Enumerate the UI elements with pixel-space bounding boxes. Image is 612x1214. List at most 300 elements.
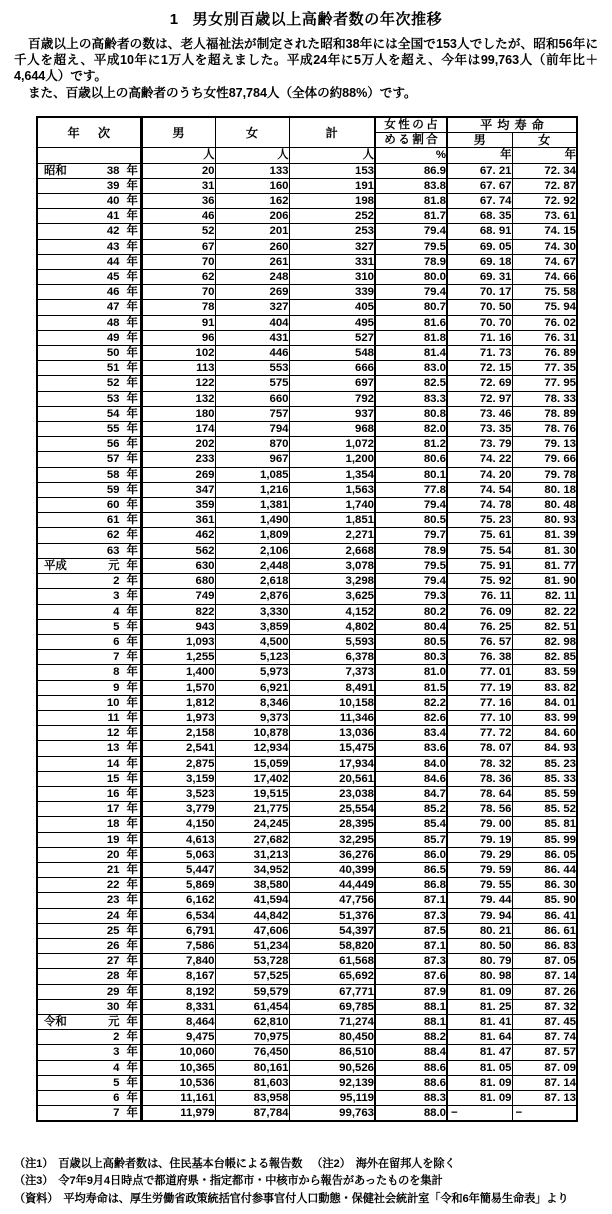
cell-male: 562 xyxy=(141,543,215,558)
table-row xyxy=(37,194,577,209)
cell-life-female: 75. 94 xyxy=(512,300,577,315)
cell-male: 2,541 xyxy=(141,741,215,756)
cell-life-female: 79. 78 xyxy=(512,467,577,482)
cell-life-female: 82. 22 xyxy=(512,604,577,619)
cell-life-female: 84. 60 xyxy=(512,726,577,741)
cell-female: 5,973 xyxy=(215,665,289,680)
year-number: 28 xyxy=(106,970,120,983)
cell-female-ratio: 80.4 xyxy=(375,619,447,634)
cell-female: 81,603 xyxy=(215,1075,289,1090)
year-cell xyxy=(37,741,141,756)
cell-total: 13,036 xyxy=(289,726,375,741)
cell-life-female: 79. 13 xyxy=(512,437,577,452)
cell-life-female: 77. 35 xyxy=(512,361,577,376)
cell-life-female: 72. 92 xyxy=(512,194,577,209)
year-number: 21 xyxy=(106,863,120,876)
cell-life-female: 86. 61 xyxy=(512,923,577,938)
year-number: 2 xyxy=(113,1031,120,1044)
year-number: 38 xyxy=(106,164,120,177)
cell-female-ratio: 85.4 xyxy=(375,817,447,832)
year-number: 14 xyxy=(106,757,120,770)
cell-male: 113 xyxy=(141,361,215,376)
cell-total: 90,526 xyxy=(289,1060,375,1075)
cell-female: 31,213 xyxy=(215,847,289,862)
year-number: 46 xyxy=(106,286,120,299)
cell-female-ratio: 81.6 xyxy=(375,315,447,330)
table-row xyxy=(37,771,577,786)
cell-male: 174 xyxy=(141,422,215,437)
year-number: 30 xyxy=(106,1000,120,1013)
cell-life-female: 83. 82 xyxy=(512,680,577,695)
cell-female: 206 xyxy=(215,209,289,224)
cell-female-ratio: 79.5 xyxy=(375,239,447,254)
cell-female: 327 xyxy=(215,300,289,315)
year-number: 25 xyxy=(106,924,120,937)
year-suffix: 年 xyxy=(126,499,138,512)
year-cell xyxy=(37,832,141,847)
cell-total: 2,271 xyxy=(289,528,375,543)
table-row xyxy=(37,665,577,680)
cell-life-female: 84. 93 xyxy=(512,741,577,756)
table-row xyxy=(37,422,577,437)
cell-female-ratio: 79.4 xyxy=(375,498,447,513)
year-suffix: 年 xyxy=(126,529,138,542)
year-number: 40 xyxy=(106,195,120,208)
cell-life-female: 73. 61 xyxy=(512,209,577,224)
cell-female: 83,958 xyxy=(215,1091,289,1106)
cell-total: 4,802 xyxy=(289,619,375,634)
unit-total: 人 xyxy=(289,148,375,163)
cell-male: 4,150 xyxy=(141,817,215,832)
cell-female: 1,381 xyxy=(215,498,289,513)
cell-male: 62 xyxy=(141,270,215,285)
year-number: 57 xyxy=(106,453,120,466)
cell-male: 359 xyxy=(141,498,215,513)
cell-life-female: 80. 93 xyxy=(512,513,577,528)
cell-life-male: 81. 05 xyxy=(447,1060,512,1075)
cell-male: 3,159 xyxy=(141,771,215,786)
cell-female-ratio: 81.8 xyxy=(375,330,447,345)
year-cell xyxy=(37,1045,141,1060)
cell-life-male: 71. 73 xyxy=(447,346,512,361)
year-suffix: 年 xyxy=(126,316,138,329)
cell-male: 46 xyxy=(141,209,215,224)
cell-female: 53,728 xyxy=(215,954,289,969)
year-suffix: 年 xyxy=(126,559,138,572)
cell-total: 11,346 xyxy=(289,710,375,725)
cell-male: 6,791 xyxy=(141,923,215,938)
cell-life-male: 74. 54 xyxy=(447,482,512,497)
table-row xyxy=(37,513,577,528)
year-suffix: 年 xyxy=(126,1107,138,1120)
cell-female-ratio: 82.5 xyxy=(375,376,447,391)
table-row xyxy=(37,437,577,452)
cell-total: 1,354 xyxy=(289,467,375,482)
cell-life-male: 81. 09 xyxy=(447,984,512,999)
cell-life-female: 86. 83 xyxy=(512,938,577,953)
cell-life-male: 79. 59 xyxy=(447,862,512,877)
year-cell xyxy=(37,634,141,649)
table-row xyxy=(37,802,577,817)
cell-female: 967 xyxy=(215,452,289,467)
cell-life-male: 78. 56 xyxy=(447,802,512,817)
cell-male: 78 xyxy=(141,300,215,315)
year-suffix: 年 xyxy=(126,757,138,770)
table-row xyxy=(37,467,577,482)
footnote-2-label: （注2） xyxy=(311,1158,351,1170)
table-row xyxy=(37,984,577,999)
table-row xyxy=(37,695,577,710)
cell-female-ratio: 86.8 xyxy=(375,878,447,893)
table-row xyxy=(37,832,577,847)
cell-life-male: 68. 35 xyxy=(447,209,512,224)
cell-life-male: 76. 57 xyxy=(447,634,512,649)
cell-female: 269 xyxy=(215,285,289,300)
year-number: 4 xyxy=(113,1061,120,1074)
cell-female-ratio: 80.5 xyxy=(375,634,447,649)
unit-male: 人 xyxy=(141,148,215,163)
cell-total: 3,298 xyxy=(289,574,375,589)
document-page xyxy=(0,10,612,1214)
cell-total: 331 xyxy=(289,254,375,269)
cell-male: 680 xyxy=(141,574,215,589)
cell-total: 80,450 xyxy=(289,1030,375,1045)
footnote-source-text: 平均寿命は、厚生労働省政策統括官付参事官付人口動態・保健社会統計室「令和6年簡易生命表」より xyxy=(63,1192,569,1205)
cell-life-male: 79. 29 xyxy=(447,847,512,862)
cell-total: 17,934 xyxy=(289,756,375,771)
year-suffix: 年 xyxy=(126,681,138,694)
cell-female: 1,085 xyxy=(215,467,289,482)
cell-total: 28,395 xyxy=(289,817,375,832)
year-suffix: 年 xyxy=(126,803,138,816)
year-cell xyxy=(37,984,141,999)
year-number: 56 xyxy=(106,438,120,451)
cell-female-ratio: 80.3 xyxy=(375,650,447,665)
year-number: 3 xyxy=(113,590,120,603)
year-suffix: 年 xyxy=(126,696,138,709)
cell-male: 347 xyxy=(141,482,215,497)
cell-total: 10,158 xyxy=(289,695,375,710)
year-cell xyxy=(37,239,141,254)
cell-female-ratio: 81.8 xyxy=(375,194,447,209)
cell-female: 80,161 xyxy=(215,1060,289,1075)
cell-life-female: 82. 11 xyxy=(512,589,577,604)
year-cell xyxy=(37,893,141,908)
cell-total: 5,593 xyxy=(289,634,375,649)
cell-life-female: − xyxy=(512,1106,577,1122)
era-label: 平成 xyxy=(44,559,67,572)
year-cell xyxy=(37,1060,141,1075)
cell-life-male: 74. 78 xyxy=(447,498,512,513)
cell-female-ratio: 83.8 xyxy=(375,178,447,193)
year-suffix: 年 xyxy=(126,347,138,360)
header-life-female: 女 xyxy=(512,133,577,148)
cell-male: 8,464 xyxy=(141,1014,215,1029)
cell-total: 92,139 xyxy=(289,1075,375,1090)
year-number: 17 xyxy=(106,803,120,816)
cell-female-ratio: 83.0 xyxy=(375,361,447,376)
cell-life-male: 67. 74 xyxy=(447,194,512,209)
table-row xyxy=(37,1030,577,1045)
cell-total: 405 xyxy=(289,300,375,315)
table-row xyxy=(37,893,577,908)
cell-male: 10,060 xyxy=(141,1045,215,1060)
cell-life-male: 74. 20 xyxy=(447,467,512,482)
year-suffix: 年 xyxy=(126,575,138,588)
year-suffix: 年 xyxy=(126,939,138,952)
year-number: 49 xyxy=(106,331,120,344)
cell-life-female: 72. 87 xyxy=(512,178,577,193)
year-suffix: 年 xyxy=(126,407,138,420)
cell-female: 575 xyxy=(215,376,289,391)
year-cell xyxy=(37,726,141,741)
cell-female-ratio: 78.9 xyxy=(375,543,447,558)
cell-male: 3,779 xyxy=(141,802,215,817)
year-cell xyxy=(37,878,141,893)
table-row xyxy=(37,817,577,832)
statistics-table-container xyxy=(36,116,576,1122)
cell-male: 91 xyxy=(141,315,215,330)
table-row xyxy=(37,999,577,1014)
cell-life-male: 69. 05 xyxy=(447,239,512,254)
year-suffix: 年 xyxy=(126,727,138,740)
table-row xyxy=(37,878,577,893)
cell-male: 52 xyxy=(141,224,215,239)
cell-life-female: 80. 18 xyxy=(512,482,577,497)
cell-life-male: 75. 92 xyxy=(447,574,512,589)
cell-total: 69,785 xyxy=(289,999,375,1014)
cell-male: 180 xyxy=(141,406,215,421)
year-suffix: 年 xyxy=(126,468,138,481)
cell-female-ratio: 84.6 xyxy=(375,771,447,786)
year-suffix: 年 xyxy=(126,787,138,800)
cell-male: 36 xyxy=(141,194,215,209)
cell-life-male: 80. 50 xyxy=(447,938,512,953)
year-cell xyxy=(37,285,141,300)
cell-male: 8,192 xyxy=(141,984,215,999)
year-cell xyxy=(37,604,141,619)
cell-male: 269 xyxy=(141,467,215,482)
table-row xyxy=(37,726,577,741)
year-suffix: 年 xyxy=(126,1031,138,1044)
cell-total: 25,554 xyxy=(289,802,375,817)
cell-life-female: 82. 98 xyxy=(512,634,577,649)
cell-life-male: 79. 44 xyxy=(447,893,512,908)
cell-life-male: 79. 94 xyxy=(447,908,512,923)
year-suffix: 年 xyxy=(126,271,138,284)
cell-life-female: 86. 05 xyxy=(512,847,577,862)
cell-female: 1,490 xyxy=(215,513,289,528)
year-cell xyxy=(37,999,141,1014)
cell-female-ratio: 82.0 xyxy=(375,422,447,437)
year-suffix: 年 xyxy=(126,179,138,192)
cell-life-male: 75. 54 xyxy=(447,543,512,558)
cell-life-male: 73. 35 xyxy=(447,422,512,437)
year-number: 53 xyxy=(106,392,120,405)
cell-life-female: 77. 95 xyxy=(512,376,577,391)
cell-life-male: 70. 50 xyxy=(447,300,512,315)
cell-female: 57,525 xyxy=(215,969,289,984)
cell-life-female: 82. 51 xyxy=(512,619,577,634)
year-cell xyxy=(37,528,141,543)
year-cell xyxy=(37,513,141,528)
year-suffix: 年 xyxy=(126,453,138,466)
year-cell xyxy=(37,969,141,984)
year-number: 41 xyxy=(106,210,120,223)
table-head xyxy=(37,117,577,148)
cell-life-male: 71. 16 xyxy=(447,330,512,345)
header-year: 年 次 xyxy=(37,117,141,148)
cell-female: 62,810 xyxy=(215,1014,289,1029)
cell-life-female: 87. 05 xyxy=(512,954,577,969)
year-cell xyxy=(37,650,141,665)
year-cell xyxy=(37,330,141,345)
cell-male: 1,570 xyxy=(141,680,215,695)
year-number: 62 xyxy=(106,529,120,542)
table-row xyxy=(37,756,577,771)
year-suffix: 年 xyxy=(126,255,138,268)
cell-life-female: 85. 33 xyxy=(512,771,577,786)
year-suffix: 年 xyxy=(126,894,138,907)
cell-life-female: 81. 39 xyxy=(512,528,577,543)
cell-life-female: 86. 44 xyxy=(512,862,577,877)
year-cell xyxy=(37,163,141,178)
cell-female: 261 xyxy=(215,254,289,269)
cell-life-male: 69. 18 xyxy=(447,254,512,269)
cell-female-ratio: 83.6 xyxy=(375,741,447,756)
cell-life-male: 78. 36 xyxy=(447,771,512,786)
header-female-ratio-line1: 女性の占 xyxy=(375,117,447,133)
year-number: 47 xyxy=(106,301,120,314)
cell-life-male: 76. 11 xyxy=(447,589,512,604)
cell-male: 233 xyxy=(141,452,215,467)
cell-total: 8,491 xyxy=(289,680,375,695)
cell-life-female: 87. 14 xyxy=(512,969,577,984)
year-number: 6 xyxy=(113,635,120,648)
cell-female: 431 xyxy=(215,330,289,345)
year-cell xyxy=(37,589,141,604)
cell-total: 792 xyxy=(289,391,375,406)
table-row xyxy=(37,178,577,193)
year-number: 11 xyxy=(107,711,120,724)
cell-total: 1,200 xyxy=(289,452,375,467)
cell-life-male: 72. 69 xyxy=(447,376,512,391)
cell-life-male: 76. 25 xyxy=(447,619,512,634)
cell-life-female: 85. 99 xyxy=(512,832,577,847)
cell-female-ratio: 79.4 xyxy=(375,285,447,300)
year-suffix: 年 xyxy=(126,879,138,892)
cell-female: 133 xyxy=(215,163,289,178)
year-number: 5 xyxy=(113,1076,120,1089)
header-life-male: 男 xyxy=(447,133,512,148)
cell-total: 3,078 xyxy=(289,558,375,573)
year-cell xyxy=(37,756,141,771)
cell-life-female: 76. 89 xyxy=(512,346,577,361)
table-row xyxy=(37,1091,577,1106)
cell-female: 21,775 xyxy=(215,802,289,817)
year-suffix: 年 xyxy=(126,985,138,998)
cell-life-female: 80. 48 xyxy=(512,498,577,513)
cell-female-ratio: 80.2 xyxy=(375,604,447,619)
table-row xyxy=(37,406,577,421)
year-suffix: 年 xyxy=(126,742,138,755)
year-cell xyxy=(37,1075,141,1090)
year-cell xyxy=(37,498,141,513)
cell-female-ratio: 88.6 xyxy=(375,1075,447,1090)
year-suffix: 年 xyxy=(126,195,138,208)
cell-female: 87,784 xyxy=(215,1106,289,1122)
year-suffix: 年 xyxy=(126,590,138,603)
cell-total: 1,563 xyxy=(289,482,375,497)
unit-life-female: 年 xyxy=(512,148,577,163)
cell-total: 310 xyxy=(289,270,375,285)
cell-female-ratio: 84.0 xyxy=(375,756,447,771)
cell-life-female: 72. 34 xyxy=(512,163,577,178)
cell-female: 76,450 xyxy=(215,1045,289,1060)
year-number: 8 xyxy=(113,666,120,679)
table-row xyxy=(37,1060,577,1075)
cell-total: 44,449 xyxy=(289,878,375,893)
table-row xyxy=(37,619,577,634)
year-suffix: 年 xyxy=(126,225,138,238)
cell-male: 7,586 xyxy=(141,938,215,953)
cell-total: 4,152 xyxy=(289,604,375,619)
cell-life-female: 75. 58 xyxy=(512,285,577,300)
cell-female-ratio: 85.7 xyxy=(375,832,447,847)
cell-female-ratio: 87.1 xyxy=(375,938,447,953)
cell-total: 54,397 xyxy=(289,923,375,938)
cell-female: 160 xyxy=(215,178,289,193)
unit-row xyxy=(37,148,577,163)
cell-female: 2,106 xyxy=(215,543,289,558)
cell-male: 1,973 xyxy=(141,710,215,725)
cell-total: 252 xyxy=(289,209,375,224)
cell-female-ratio: 80.7 xyxy=(375,300,447,315)
cell-life-female: 87. 13 xyxy=(512,1091,577,1106)
cell-total: 95,119 xyxy=(289,1091,375,1106)
cell-female: 8,346 xyxy=(215,695,289,710)
year-suffix: 年 xyxy=(126,1076,138,1089)
header-female: 女 xyxy=(215,117,289,148)
intro-section xyxy=(14,36,598,101)
table-row xyxy=(37,574,577,589)
year-number: 61 xyxy=(106,514,120,527)
cell-male: 943 xyxy=(141,619,215,634)
cell-female-ratio: 81.0 xyxy=(375,665,447,680)
table-row xyxy=(37,482,577,497)
year-cell xyxy=(37,695,141,710)
cell-male: 6,534 xyxy=(141,908,215,923)
cell-male: 1,812 xyxy=(141,695,215,710)
table-row xyxy=(37,285,577,300)
cell-life-female: 86. 41 xyxy=(512,908,577,923)
cell-female-ratio: 87.5 xyxy=(375,923,447,938)
table-row xyxy=(37,862,577,877)
cell-female-ratio: 80.6 xyxy=(375,452,447,467)
year-suffix: 年 xyxy=(126,483,138,496)
cell-life-male: 69. 31 xyxy=(447,270,512,285)
cell-total: 153 xyxy=(289,163,375,178)
year-cell xyxy=(37,406,141,421)
cell-life-female: 81. 30 xyxy=(512,543,577,558)
cell-female: 10,878 xyxy=(215,726,289,741)
cell-female-ratio: 79.3 xyxy=(375,589,447,604)
cell-life-male: 74. 22 xyxy=(447,452,512,467)
table-row xyxy=(37,650,577,665)
year-number: 18 xyxy=(106,818,120,831)
year-suffix: 年 xyxy=(126,848,138,861)
cell-life-female: 85. 81 xyxy=(512,817,577,832)
